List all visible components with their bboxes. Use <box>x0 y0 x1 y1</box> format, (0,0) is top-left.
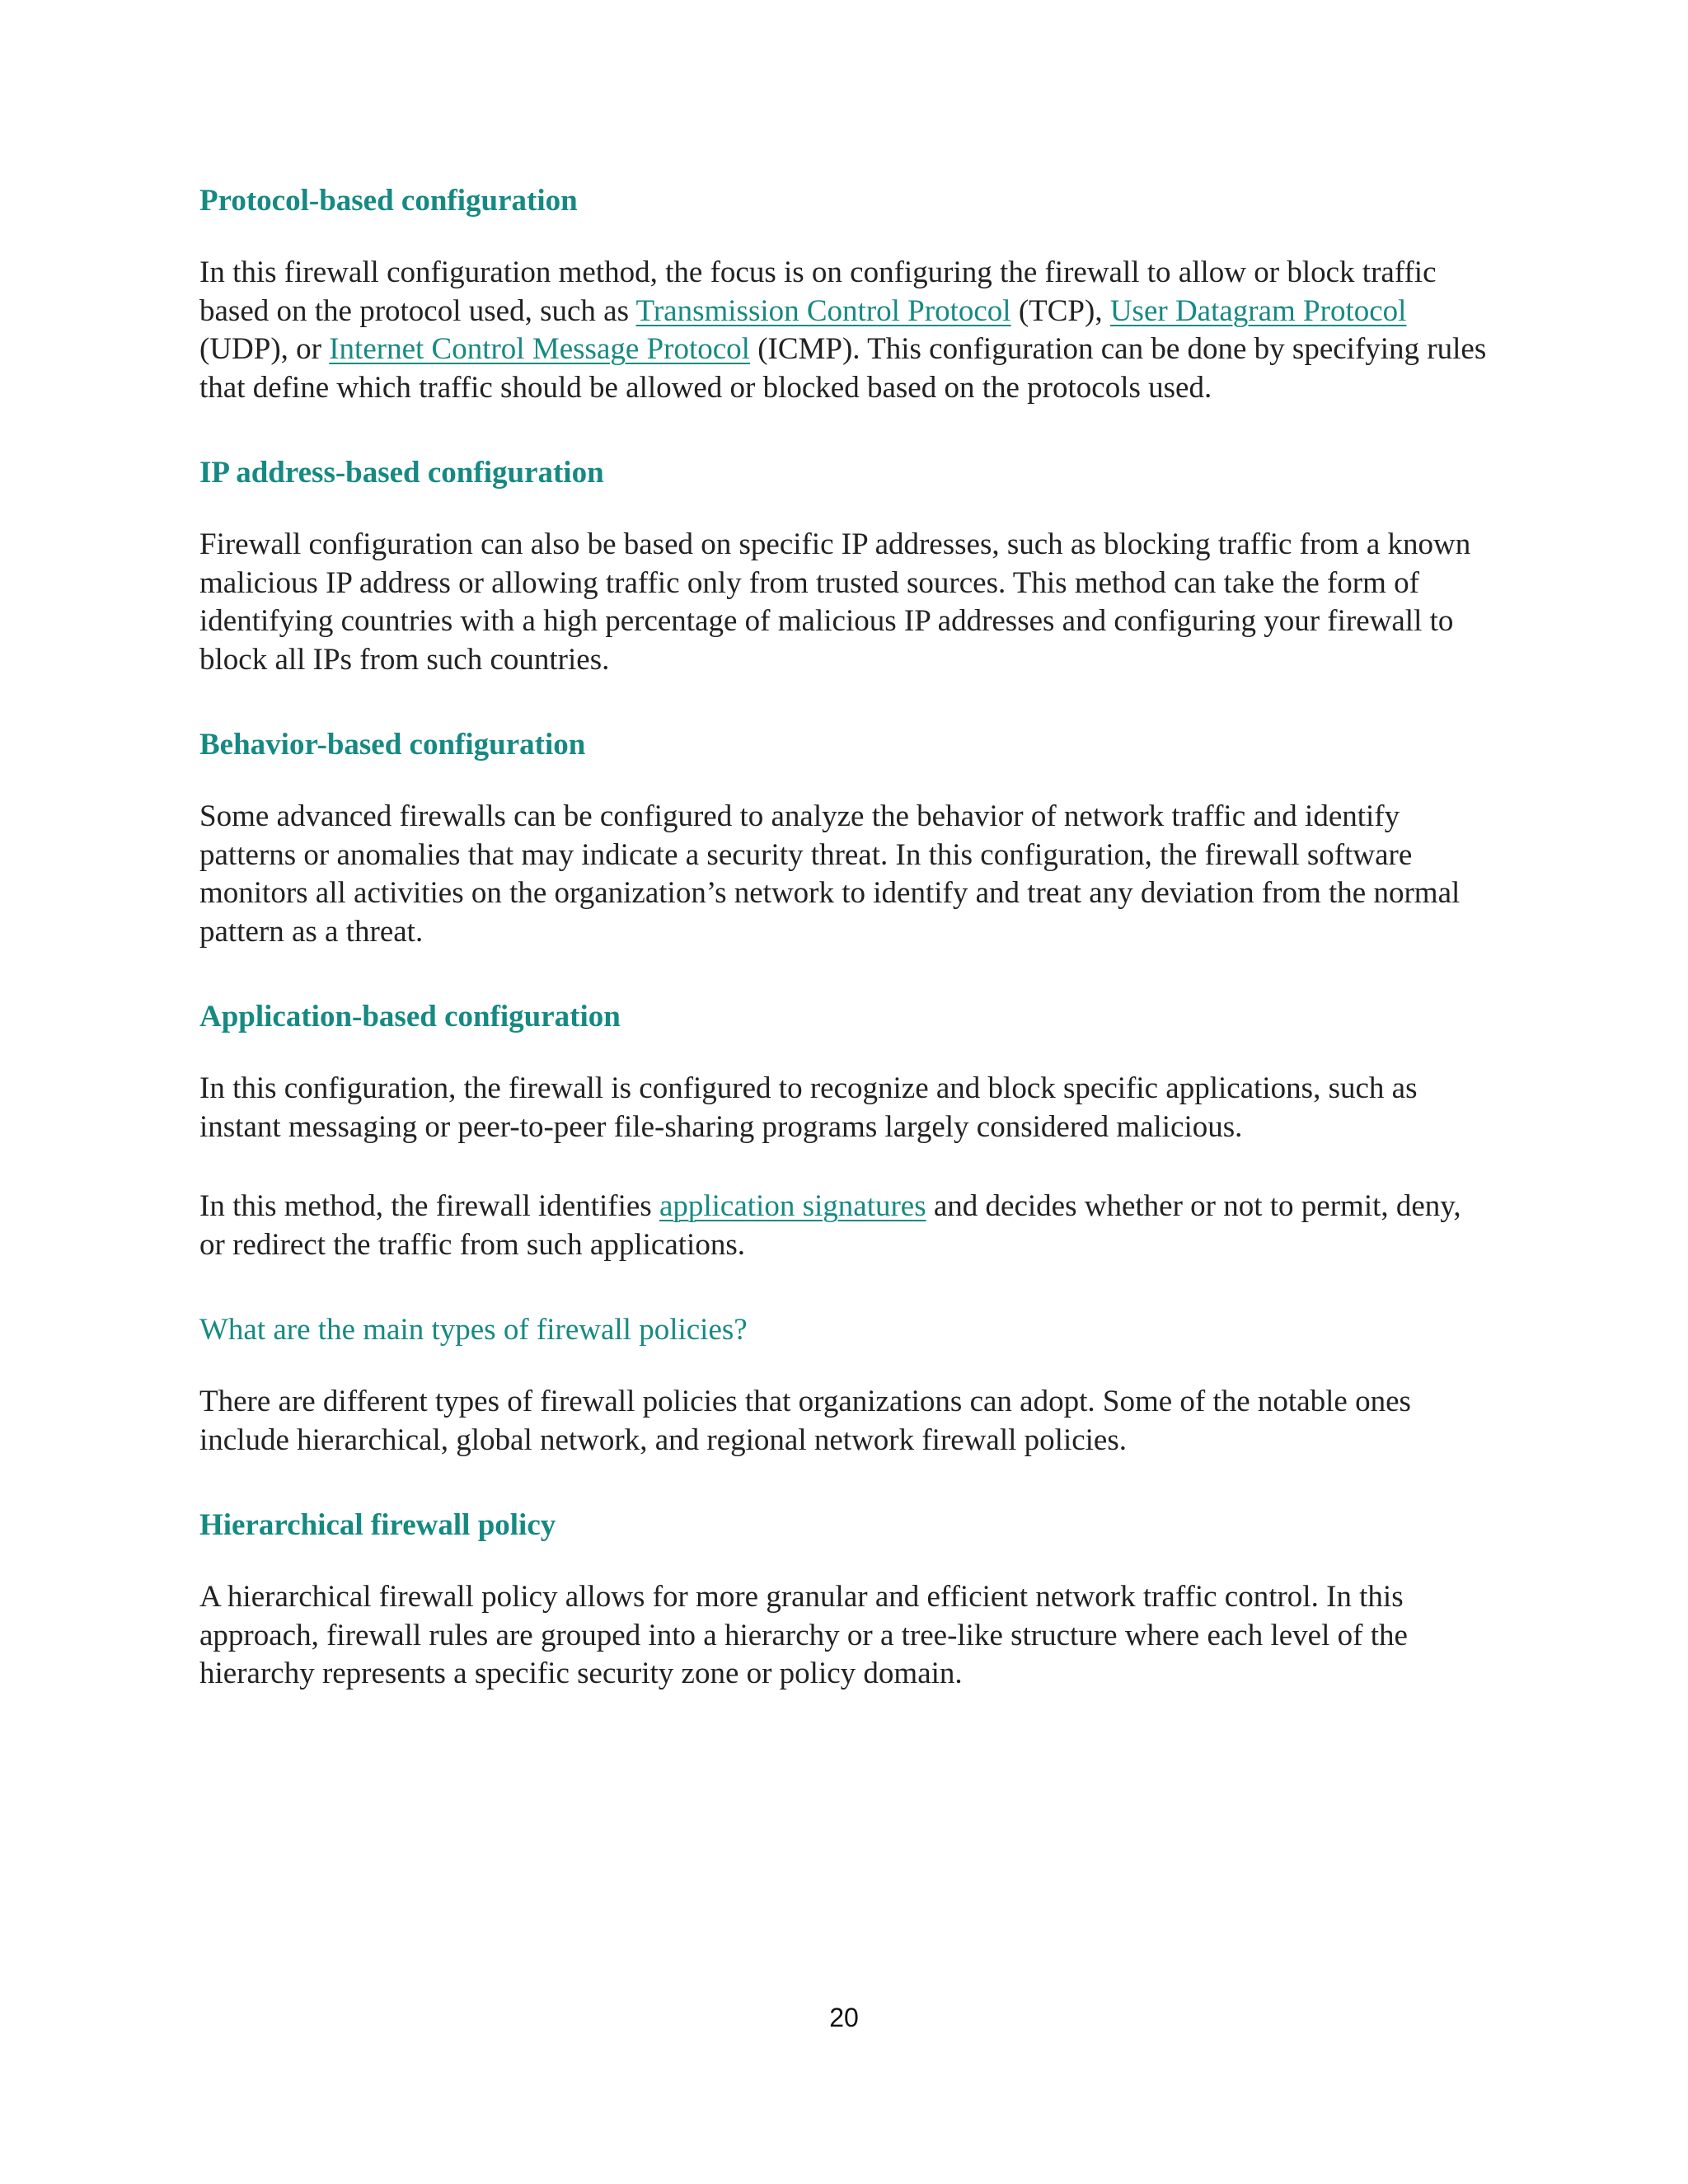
text-segment: (ICMP). This configuration can be done by specifying rules that define which traffic should be allowed or blocked based on the protocols used. <box>199 332 1487 405</box>
paragraph-protocol-based <box>199 254 1493 407</box>
link-icmp[interactable]: Internet Control Message Protocol <box>329 332 750 366</box>
page-content <box>199 181 1493 1694</box>
heading-behavior-based: Behavior-based configuration <box>199 728 586 762</box>
heading-ip-address-based: IP address-based configuration <box>199 456 604 490</box>
paragraph-behavior-based: Some advanced firewalls can be configured to analyze the behavior of network traffic and identify patterns or anomalies that may indicate a security threat. In this configuration, the firewall software monitors all activities on the organization’s network to identify and treat any deviation from the normal pattern as a threat. <box>199 799 1461 949</box>
paragraph-hierarchical-policy: A hierarchical firewall policy allows for more granular and efficient network traffic control. In this approach, firewall rules are grouped into a hierarchy or a tree-like structure where each level of the hierarchy represents a specific security zone or policy domain. <box>199 1580 1408 1690</box>
heading-application-based: Application-based configuration <box>199 1000 621 1033</box>
link-tcp[interactable]: Transmission Control Protocol <box>635 293 1011 328</box>
paragraph-ip-address-based: Firewall configuration can also be based on specific IP addresses, such as blocking traffic from a known malicious IP address or allowing traffic only from trusted sources. This method can take the form of identifying countries with a high percentage of malicious IP addresses and configuring your firewall to block all IPs from such countries. <box>199 527 1471 677</box>
paragraph-application-based-2 <box>199 1188 1493 1264</box>
link-application-signatures[interactable]: application signatures <box>659 1189 926 1223</box>
text-segment: and decides whether or not to permit, deny, or redirect the traffic from such applications. <box>199 1189 1461 1262</box>
page-number: 20 <box>829 2003 859 2032</box>
paragraph-firewall-policies: There are different types of firewall policies that organizations can adopt. Some of the notable ones include hierarchical, global network, and regional network firewall policies. <box>199 1385 1411 1457</box>
text-segment: In this method, the firewall identifies <box>199 1189 659 1223</box>
heading-hierarchical-policy: Hierarchical firewall policy <box>199 1508 556 1542</box>
heading-protocol-based: Protocol-based configuration <box>199 184 578 218</box>
text-segment: (UDP), or <box>199 332 330 366</box>
paragraph-application-based-1: In this configuration, the firewall is configured to recognize and block specific applications, such as instant messaging or peer-to-peer file-sharing programs largely considered malicious. <box>199 1071 1418 1144</box>
link-udp[interactable]: User Datagram Protocol <box>1109 293 1407 328</box>
text-segment: In this firewall configuration method, the focus is on configuring the firewall to allow or block traffic based on the protocol used, such as <box>199 255 1437 328</box>
heading-firewall-policies: What are the main types of firewall policies? <box>199 1313 748 1347</box>
text-segment: (TCP), <box>1010 293 1110 328</box>
